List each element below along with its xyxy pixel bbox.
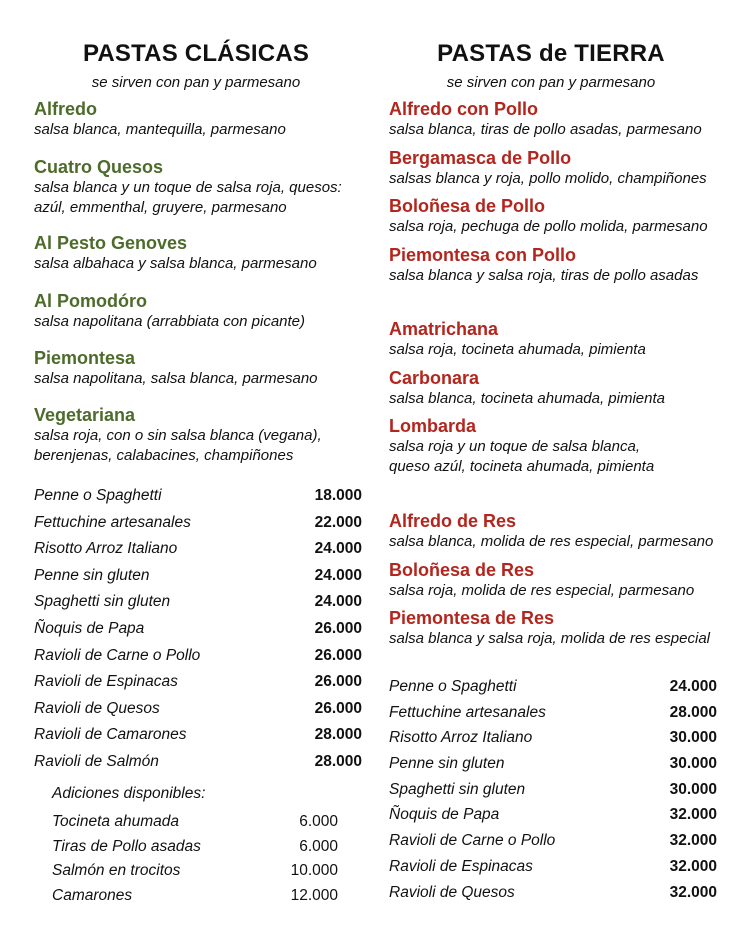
section-subtitle: se sirven con pan y parmesano [91, 74, 301, 91]
dish-al-pomodoro [34, 290, 394, 332]
addition-name: Camarones [52, 886, 133, 904]
price-value: 28.000 [314, 752, 362, 770]
dish-desc: salsa blanca, tocineta ahumada, pimienta [389, 390, 666, 407]
dish-desc: salsa blanca y un toque de salsa roja, quesos: [34, 179, 342, 196]
price-value: 28.000 [669, 703, 717, 721]
price-row [34, 699, 374, 726]
pasta-type: Ñoquis de Papa [34, 619, 145, 637]
pasta-type: Ravioli de Carne o Pollo [389, 832, 556, 850]
price-row [34, 646, 374, 673]
price-row [389, 703, 729, 729]
pasta-type: Ravioli de Quesos [34, 699, 160, 717]
price-row [389, 805, 729, 831]
price-row [34, 513, 374, 540]
pasta-type: Penne o Spaghetti [34, 487, 162, 504]
dish-desc: salsa roja y un toque de salsa blanca, [389, 438, 640, 455]
dish-desc: salsa blanca, tiras de pollo asadas, parmesano [389, 121, 702, 138]
dish-desc: salsa roja, tocineta ahumada, pimienta [389, 341, 646, 358]
pasta-type: Ñoquis de Papa [389, 806, 500, 824]
pasta-type: Ravioli de Camarones [34, 726, 187, 744]
dish-carbonara [389, 367, 749, 409]
dish-name: Piemontesa de Res [389, 608, 555, 628]
price-value: 32.000 [669, 806, 717, 824]
price-row [34, 486, 374, 513]
addition-row [34, 861, 374, 886]
dish-desc: salsa blanca, mantequilla, parmesano [34, 121, 286, 138]
price-value: 26.000 [314, 673, 362, 691]
price-value: 26.000 [314, 619, 362, 637]
addition-price: 6.000 [299, 813, 338, 830]
addition-price: 6.000 [299, 837, 338, 855]
dish-bolonesa-de-res [389, 559, 749, 601]
dish-desc: salsa napolitana (arrabbiata con picante) [34, 313, 306, 330]
price-value: 24.000 [314, 566, 362, 584]
dish-bergamasca-de-pollo [389, 147, 749, 189]
price-list [389, 677, 729, 908]
dish-name: Boloñesa de Res [389, 560, 535, 580]
pasta-type: Ravioli de Espinacas [389, 857, 533, 875]
addition-name: Tocineta ahumada [52, 813, 179, 830]
dish-name: Alfredo [34, 99, 97, 119]
dish-al-pesto-genoves [34, 232, 394, 274]
dish-cuatro-quesos [34, 156, 394, 218]
dish-name: Lombarda [389, 416, 477, 436]
pasta-type: Fettuchine artesanales [389, 703, 546, 721]
price-row [389, 857, 729, 883]
price-value: 24.000 [669, 678, 717, 695]
dish-vegetariana [34, 404, 394, 466]
dish-bolonesa-de-pollo [389, 195, 749, 237]
pasta-type: Spaghetti sin gluten [34, 593, 171, 611]
price-value: 26.000 [314, 699, 362, 717]
pasta-type: Penne sin gluten [34, 566, 150, 584]
price-row [34, 752, 374, 779]
section-title: PASTAS de TIERRA [437, 40, 665, 67]
pasta-type: Penne o Spaghetti [389, 678, 517, 695]
price-row [389, 728, 729, 754]
dish-desc: salsa roja, con o sin salsa blanca (vegana), [34, 427, 322, 444]
price-value: 30.000 [669, 729, 717, 747]
addition-name: Tiras de Pollo asadas [52, 837, 201, 855]
dish-name: Al Pesto Genoves [34, 233, 188, 253]
price-value: 32.000 [669, 883, 717, 901]
dish-name: Boloñesa de Pollo [389, 196, 546, 216]
pasta-type: Risotto Arroz Italiano [34, 540, 178, 558]
pasta-type: Ravioli de Salmón [34, 752, 159, 770]
pasta-type: Penne sin gluten [389, 755, 505, 773]
price-value: 32.000 [669, 857, 717, 875]
dish-alfredo-de-res [389, 510, 749, 552]
dish-alfredo-con-pollo [389, 98, 749, 140]
addition-row [34, 886, 374, 911]
dish-name: Piemontesa [34, 348, 136, 368]
dish-lombarda [389, 415, 749, 477]
dish-name: Carbonara [389, 368, 480, 388]
dish-amatrichana [389, 318, 749, 360]
dish-name: Alfredo de Res [389, 511, 517, 531]
price-row [389, 754, 729, 780]
addition-row [34, 837, 374, 862]
dish-desc: berenjenas, calabacines, champiñones [34, 447, 294, 464]
price-value: 26.000 [314, 646, 362, 664]
price-value: 24.000 [314, 540, 362, 558]
pasta-type: Spaghetti sin gluten [389, 780, 526, 798]
dish-name: Al Pomodóro [34, 291, 147, 311]
dish-name: Bergamasca de Pollo [389, 148, 572, 168]
price-row [34, 566, 374, 593]
dish-desc: salsa roja, pechuga de pollo molida, parmesano [389, 218, 708, 235]
price-value: 24.000 [314, 593, 362, 611]
dish-desc: salsas blanca y roja, pollo molido, champiñones [389, 170, 707, 187]
price-row [34, 672, 374, 699]
price-value: 30.000 [669, 780, 717, 798]
section-title: PASTAS CLÁSICAS [82, 40, 310, 67]
pasta-type: Fettuchine artesanales [34, 513, 191, 531]
pasta-type: Risotto Arroz Italiano [389, 729, 533, 747]
price-row [34, 592, 374, 619]
dish-name: Alfredo con Pollo [389, 99, 539, 119]
pasta-type: Ravioli de Quesos [389, 883, 515, 901]
dish-name: Amatrichana [389, 319, 499, 339]
price-value: 18.000 [314, 487, 362, 504]
price-row [34, 619, 374, 646]
price-list [34, 486, 374, 779]
dish-desc: queso azúl, tocineta ahumada, pimienta [389, 458, 655, 475]
price-row [389, 831, 729, 857]
dish-desc: salsa blanca y salsa roja, molida de res especial [389, 630, 710, 647]
price-value: 30.000 [669, 755, 717, 773]
dish-desc: salsa blanca, molida de res especial, parmesano [389, 533, 714, 550]
dish-piemontesa-con-pollo [389, 244, 749, 286]
price-row [389, 780, 729, 806]
price-row [34, 725, 374, 752]
dish-name: Vegetariana [34, 405, 136, 425]
dish-desc: salsa albahaca y salsa blanca, parmesano [34, 255, 317, 272]
price-value: 28.000 [314, 726, 362, 744]
additions-title: Adiciones disponibles: [52, 785, 206, 802]
price-row [34, 539, 374, 566]
price-row [389, 677, 729, 703]
dish-desc: salsa blanca y salsa roja, tiras de pollo asadas [389, 267, 699, 284]
addition-name: Salmón en trocitos [52, 862, 181, 879]
price-value: 32.000 [669, 832, 717, 850]
pasta-type: Ravioli de Espinacas [34, 673, 178, 691]
dish-name: Cuatro Quesos [34, 157, 164, 177]
dish-desc: salsa roja, molida de res especial, parmesano [389, 582, 695, 599]
addition-row [34, 812, 374, 837]
dish-desc: azúl, emmenthal, gruyere, parmesano [34, 199, 287, 216]
price-value: 22.000 [314, 513, 362, 531]
pasta-type: Ravioli de Carne o Pollo [34, 646, 201, 664]
dish-name: Piemontesa con Pollo [389, 245, 577, 265]
additions-list [34, 812, 374, 910]
addition-price: 12.000 [290, 886, 338, 904]
dish-piemontesa-de-res [389, 607, 749, 649]
price-row [389, 883, 729, 909]
dish-alfredo [34, 98, 394, 140]
dish-desc: salsa napolitana, salsa blanca, parmesano [34, 370, 318, 387]
section-subtitle: se sirven con pan y parmesano [446, 74, 656, 91]
addition-price: 10.000 [290, 862, 338, 879]
dish-piemontesa [34, 347, 394, 389]
